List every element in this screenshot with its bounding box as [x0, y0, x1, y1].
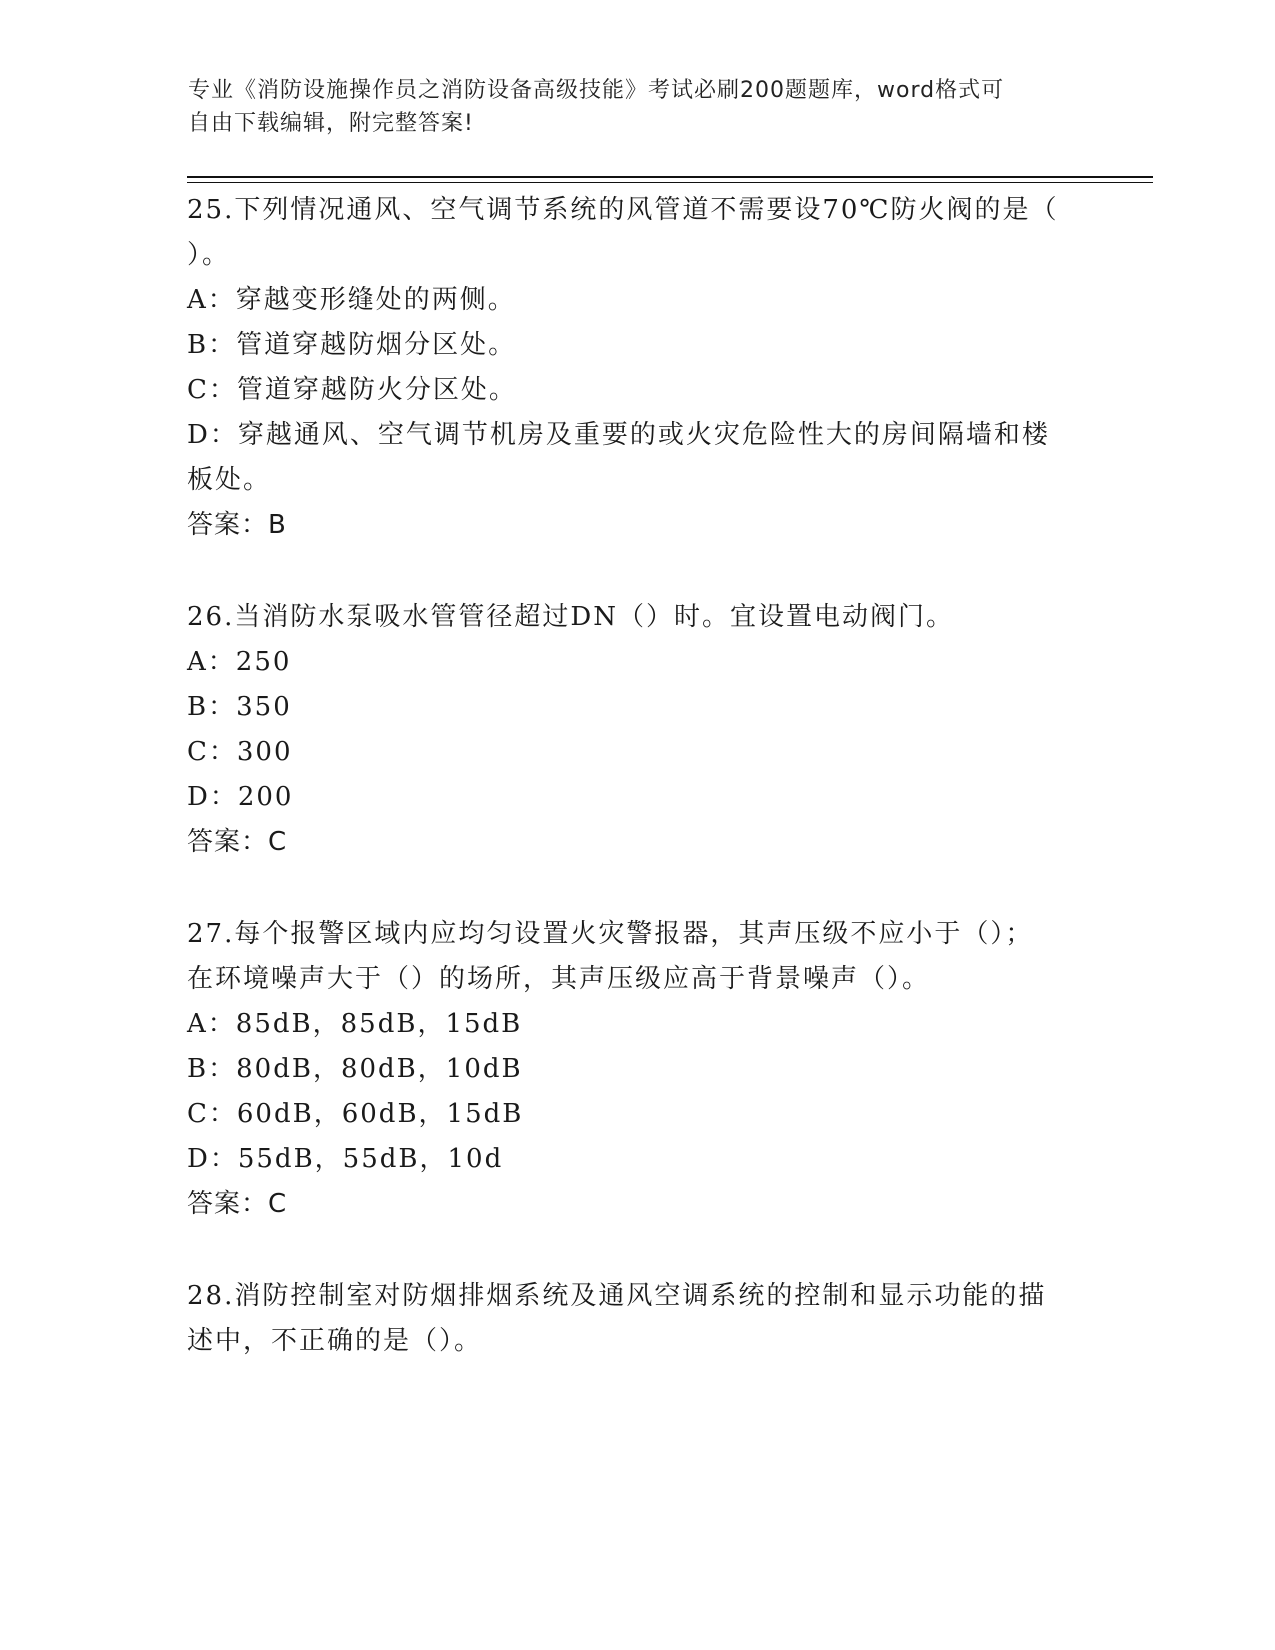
option-a: A：250 — [187, 647, 292, 677]
question-text-line: 27.每个报警区域内应均匀设置火灾警报器，其声压级不应小于（）； — [187, 919, 1034, 949]
option-c: C：管道穿越防火分区处。 — [187, 375, 517, 405]
option-d: D：穿越通风、空气调节机房及重要的或火灾危险性大的房间隔墙和楼 — [187, 420, 1050, 450]
option-c: C：60dB，60dB，15dB — [187, 1099, 524, 1129]
question-26 — [187, 595, 1087, 865]
question-text-line: 26.当消防水泵吸水管管径超过DN（）时。宜设置电动阀门。 — [187, 602, 954, 632]
option-a: A：85dB，85dB，15dB — [187, 1009, 523, 1039]
question-28 — [187, 1274, 1087, 1364]
answer-label: 答案：C — [187, 827, 288, 857]
question-list — [187, 188, 1087, 1364]
question-spacer — [187, 865, 1087, 912]
header-line-1: 专业《消防设施操作员之消防设备高级技能》考试必刷200题题库，word格式可 — [188, 78, 1005, 103]
question-25 — [187, 188, 1087, 548]
option-d: D：200 — [187, 782, 294, 812]
question-spacer — [187, 548, 1087, 595]
option-c: C：300 — [187, 737, 293, 767]
option-a: A：穿越变形缝处的两侧。 — [187, 285, 516, 315]
question-text-line: 25.下列情况通风、空气调节系统的风管道不需要设70℃防火阀的是（ — [187, 195, 1059, 225]
option-d-continued: 板处。 — [187, 465, 272, 495]
option-b: B：350 — [187, 692, 292, 722]
document-header — [188, 74, 1088, 140]
question-text-line: 28.消防控制室对防烟排烟系统及通风空调系统的控制和显示功能的描 — [187, 1281, 1047, 1311]
header-line-2: 自由下载编辑，附完整答案! — [188, 111, 474, 136]
question-text-line: 在环境噪声大于（）的场所，其声压级应高于背景噪声（）。 — [187, 964, 931, 994]
question-text-line: 述中，不正确的是（）。 — [187, 1326, 483, 1356]
answer-label: 答案：B — [187, 510, 287, 540]
answer-label: 答案：C — [187, 1189, 288, 1219]
header-divider-thin — [187, 182, 1153, 183]
question-27 — [187, 912, 1087, 1227]
question-text-line: ）。 — [187, 240, 231, 270]
header-divider-thick — [187, 176, 1153, 178]
option-b: B：80dB，80dB，10dB — [187, 1054, 523, 1084]
question-spacer — [187, 1227, 1087, 1274]
option-b: B：管道穿越防烟分区处。 — [187, 330, 517, 360]
option-d: D：55dB，55dB，10d — [187, 1144, 504, 1174]
